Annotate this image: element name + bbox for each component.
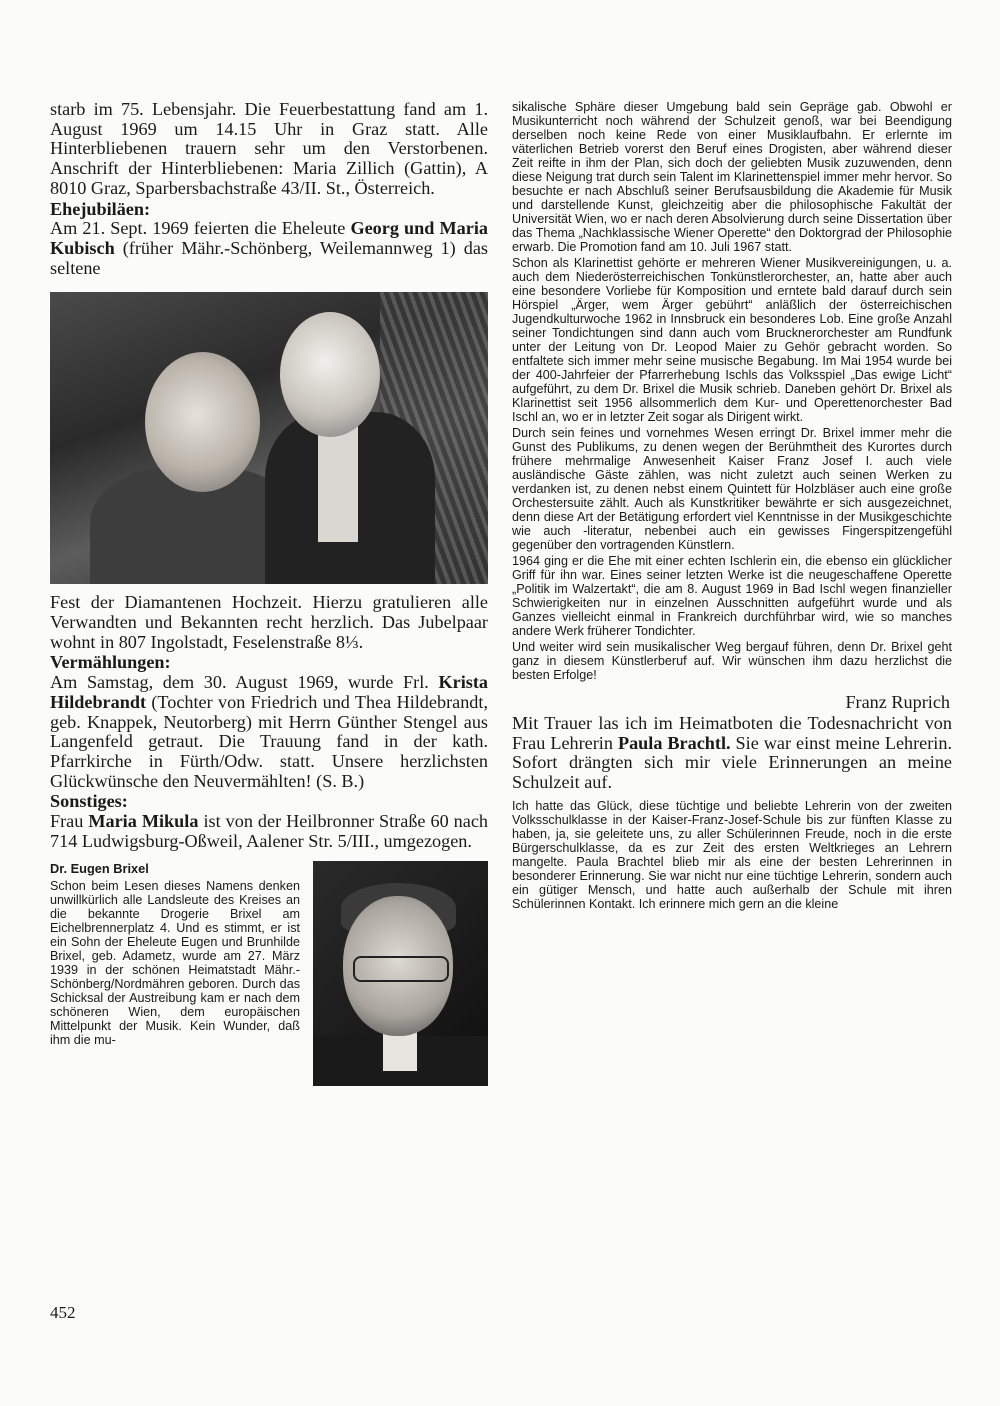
- other-paragraph: [50, 812, 488, 851]
- brixel-portrait-photo: [313, 861, 488, 1086]
- mourning-paragraph: [512, 714, 952, 793]
- wedding-paragraph: [50, 673, 488, 791]
- teacher-paragraph: Ich hatte das Glück, diese tüchtige und beliebte Lehrerin von der zweiten Volksschulklasse in der Kaiser-Franz-Josef-Schule bis zur fünften Klasse zu haben, ja, sie geleitete uns, zu aller Schülerinnen Freude, noch in die erste Bürgerschulklasse, da es zur Zeit des ersten Weltkrieges an Lehrern mangelte. Paula Brachtel blieb mir als eine der besten Lehrerinnen in besonderer Erinnerung. Sie war nicht nur eine tüchtige Lehrerin, sondern auch ein gütiger Mensch, und hatte auch außerhalb der Schule mit ihren Schülerinnen Kontakt. Ich erinnere mich gern an die kleine: [512, 798, 952, 911]
- brixel-section: [50, 861, 488, 1188]
- brixel-title: Dr. Eugen Brixel: [50, 861, 149, 877]
- author-signature: Franz Ruprich: [845, 692, 950, 712]
- wedding-text-a: Am Samstag, dem 30. August 1969, wurde Frl.: [50, 672, 439, 693]
- jubilee-continued-paragraph: Fest der Diamantenen Hochzeit. Hierzu gratulieren alle Verwandten und Bekannten recht herzlich. Das Jubelpaar wohnt in 807 Ingolstadt, Feselenstraße 8⅓.: [50, 592, 488, 652]
- mourning-name: Paula Brachtl.: [617, 732, 731, 753]
- wedding-text-b: (Tochter von Friedrich und Thea Hildebrandt, geb. Knappek, Neutorberg) mit Herrn Günther Stengel aus Langenfeld getraut. Die Trauung fand in der kath. Pfarrkirche in Fürth/Odw. statt. Unsere herzlichsten Glückwünsche den Neuvermählten! (S. B.): [50, 691, 488, 791]
- brixel-continued-p5: Und weiter wird sein musikalischer Weg bergauf führen, denn Dr. Brixel geht ganz in diesem Künstlerberuf auf. Wir wünschen ihm dazu herzlichst die besten Erfolge!: [512, 640, 952, 682]
- brixel-continued-p3: Durch sein feines und vornehmes Wesen erringt Dr. Brixel immer mehr die Gunst des Publikums, zu denen wegen der Berühmtheit des Kurortes durch frühere mehrmalige Anwesenheit Kaiser Franz Josef I. auch viele ausländische Gäste zählen, was nicht zuletzt auch seinen Werken zu verdanken ist, zu denen nebst einem Quintett für Holzbläser auch eine große Orchestersuite zählt. Auch als Kunstkritiker bewährte er sich ausgezeichnet, denn diese Art der Betätigung erfordert viel Kenntnisse in der Musikgeschichte wie auch -literatur, nebenbei auch ein gewisses Fingerspitzengefühl gegenüber den vortragenden Künstlern.: [512, 426, 952, 552]
- left-column: [50, 100, 488, 1188]
- brixel-continued-p2: Schon als Klarinettist gehörte er mehreren Wiener Musikvereinigungen, u. a. auch dem Niederösterreichischen Tonkünstlerorchester, an, hatte aber auch eine besondere Vorliebe für Komposition und erntete bald darauf durch sein Hörspiel „Ärger, wem Ärger gebührt“ anläßlich der österreichischen Jugendkulturwoche 1962 in Innsbruck ein besonderes Lob. Eine große Anzahl seiner Tondichtungen sind dann auch vom Brucknerorchester am Rundfunk unter der Leitung von Dr. Leopod Maier zu Gehör gebracht worden. So entfaltete sich immer mehr seine musische Begabung. Im Mai 1954 wurde bei der 400-Jahrfeier der Pfarrerhebung Ischls das Volksspiel „Das ewige Licht“ aufgeführt, zu dem Dr. Brixel die Musik schrieb. Daneben gehört Dr. Brixel als Klarinettist seit 1956 allsommerlich dem Kur- und Operettenorchester Bad Ischl an, wo er in letzter Zeit sogar als Dirigent wirkt.: [512, 256, 952, 424]
- jubilee-text-a: Am 21. Sept. 1969 feierten die Eheleute: [50, 218, 351, 239]
- other-text-b: ist von der Heilbronner Straße 60 nach 714 Ludwigsburg-Oßweil, Aalener Str. 5/III., umgezogen.: [50, 811, 489, 851]
- heading-ehejubilaen: Ehejubiläen:: [50, 198, 151, 219]
- page-number: 452: [50, 1303, 76, 1322]
- diamond-wedding-couple-photo: [50, 292, 488, 584]
- intro-paragraph: starb im 75. Lebensjahr. Die Feuerbestattung fand am 1. August 1969 um 14.15 Uhr in Graz statt. Alle Hinterbliebenen trauern sehr um den Verstorbenen. Anschrift der Hinterbliebenen: Maria Zillich (Gattin), A 8010 Graz, Sparbersbachstraße 43/II. St., Österreich.: [50, 99, 488, 198]
- other-text-a: Frau: [50, 811, 89, 832]
- heading-sonstiges: Sonstiges:: [50, 791, 128, 812]
- right-column: [512, 100, 952, 911]
- brixel-continued-p4: 1964 ging er die Ehe mit einer echten Ischlerin ein, die ebenso ein glücklicher Griff für ihn war. Eines seiner letzten Werke ist die neugeschaffene Operette „Politik im Walzertakt“, die am 8. August 1969 in Bad Ischl wegen finanzieller Schwierigkeiten nur in einzelnen Ausschnitten aufgeführt wurde und als Ganzes vielleicht einmal in Frankreich durchführbar wird, wie so manches andere Werk früherer Tondichter.: [512, 554, 952, 638]
- mourning-text-a: Mit Trauer las ich im Heimatboten die Todesnachricht von Frau Lehrerin: [512, 713, 952, 753]
- brixel-continued-p1: sikalische Sphäre dieser Umgebung bald sein Gepräge gab. Obwohl er Musikunterricht noch während der Schulzeit genoß, war bei Beendigung derselben noch keine Rede von einer Musiklaufbahn. Er erlernte im väterlichen Betrieb vorerst den Beruf eines Drogisten, aber während dieser Zeit reifte in ihm der Plan, sich doch der geliebten Musik zuzuwenden, denn diese Neigung trat durch sein Talent im Klarinettenspiel immer mehr hervor. So besuchte er nach Abschluß seiner Berufsausbildung die Akademie für Musik und darstellende Kunst, gleichzeitig aber die philosophische Fakultät der Universität Wien, wo er nach deren Absolvierung durch seine Dissertation über das Thema „Nachklassische Wiener Operette“ den Doktorgrad der Philosophie erwarb. Die Promotion fand am 10. Juli 1967 statt.: [512, 100, 952, 254]
- jubilee-names: Georg und Maria Kubisch: [50, 218, 488, 258]
- heading-vermaehlungen: Vermählungen:: [50, 652, 171, 673]
- other-name: Maria Mikula: [88, 811, 199, 832]
- mourning-text-b: Sie war einst meine Lehrerin. Sofort drängten sich mir viele Erinnerungen an meine Schulzeit auf.: [512, 732, 953, 793]
- wedding-name: Krista Hildebrandt: [50, 672, 488, 712]
- jubilee-paragraph: [50, 219, 488, 278]
- jubilee-text-b: (früher Mähr.-Schönberg, Weilemannweg 1) das seltene: [50, 237, 488, 278]
- brixel-paragraph: Schon beim Lesen dieses Namens denken unwillkürlich alle Landsleute des Kreises an die bekannte Drogerie Brixel am Eichelbrennerplatz 4. Und es stimmt, er ist ein Sohn der Eheleute Eugen und Brunhilde Brixel, geb. Adametz, wurde am 27. März 1939 in der schönen Heimatstadt Mähr.-Schönberg/Nordmähren geboren. Durch das Schicksal der Austreibung kam er nach dem schöneren Wien, dem europäischen Mittelpunkt der Musik. Kein Wunder, daß ihm die mu-: [50, 879, 300, 1048]
